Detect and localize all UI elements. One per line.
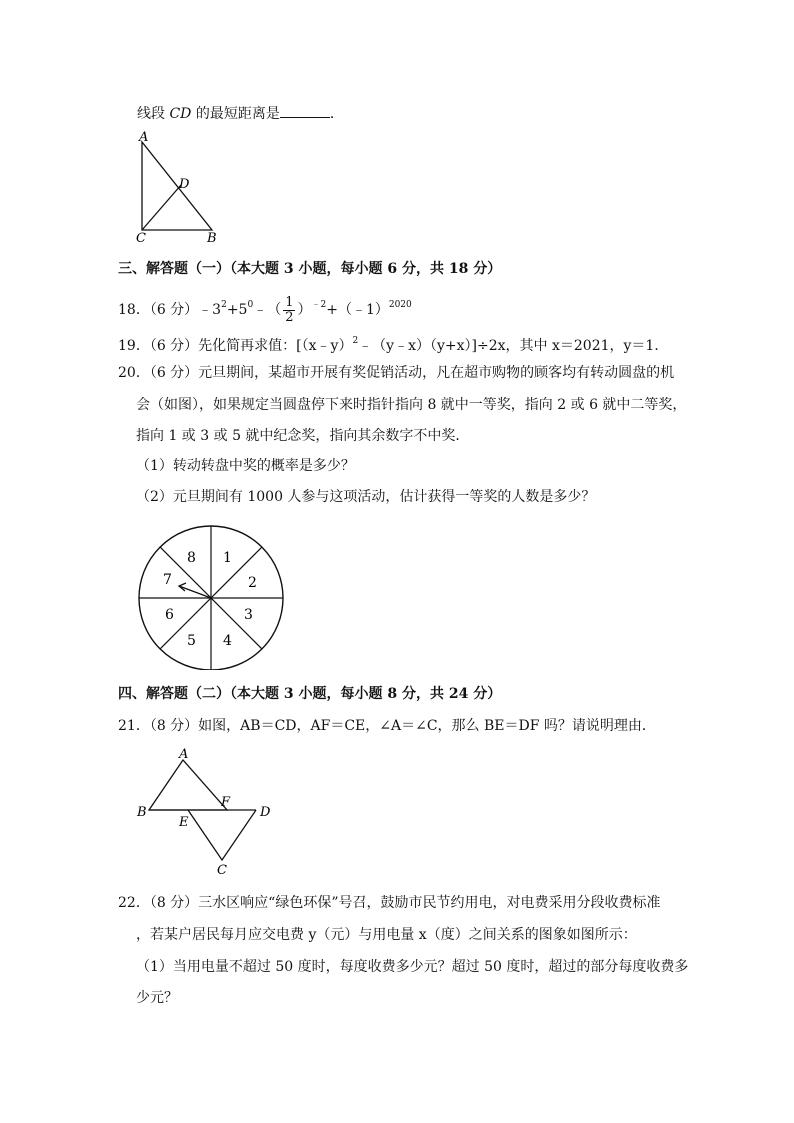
- label-C: C: [136, 231, 146, 246]
- sector-label-1: 1: [223, 550, 232, 566]
- q20-line-3: 指向 1 或 3 或 5 就中纪念奖，指向其余数字不中奖．: [136, 428, 470, 444]
- sector-label-6: 6: [165, 607, 174, 623]
- answer-blank[interactable]: [280, 103, 330, 118]
- sector-label-8: 8: [187, 550, 196, 566]
- figure-21-triangles: [130, 744, 280, 880]
- spinner-figure: [134, 522, 290, 670]
- label-B: B: [137, 805, 147, 820]
- label-F: F: [221, 795, 231, 810]
- sector-label-2: 2: [248, 575, 257, 591]
- q19: 19．（6 分）先化简再求值：[（x﹣y）$^2$﹣（y﹣x）（y+x）]÷2x，其中 x＝2021，y＝1．: [118, 336, 669, 354]
- label-A: A: [139, 130, 149, 145]
- q20-line-1: 20．（6 分）元旦期间，某超市开展有奖促销活动，凡在超市购物的顾客均有转动圆盘的机: [118, 365, 675, 381]
- q18: 18．（6 分）$﹣3^2+5^0﹣$（ $\frac{1}{2}$ ）$^{﹣2}$+（﹣1）$^{2020}$: [118, 294, 412, 325]
- q17-tail: 线段 CD 的最短距离是 ．: [137, 103, 344, 124]
- section-3-heading: 三、解答题（一）（本大题 3 小题，每小题 6 分，共 18 分）: [118, 261, 502, 277]
- label-D: D: [179, 177, 190, 192]
- label-A: A: [179, 747, 189, 762]
- sector-label-7: 7: [163, 572, 172, 588]
- q21: 21．（8 分）如图，AB＝CD，AF＝CE，∠A＝∠C，那么 BE＝DF 吗？请说明理由．: [118, 718, 656, 734]
- q20-line-2: 会（如图），如果规定当圆盘停下来时指针指向 8 就中一等奖，指向 2 或 6 就中二等奖，: [136, 397, 687, 413]
- q22-sub-1b: 少元？: [136, 990, 178, 1006]
- triangle-cde: [188, 810, 256, 860]
- triangle-acb: [142, 142, 212, 230]
- q22-sub-1a: （1）当用电量不超过 50 度时，每度收费多少元？超过 50 度时，超过的部分每度收费多: [136, 959, 689, 975]
- sector-label-3: 3: [244, 607, 253, 623]
- spinner-pointer[interactable]: [179, 583, 211, 598]
- triangle-abf: [149, 760, 227, 810]
- q22-line-2: ，若某户居民每月应交电费 y（元）与用电量 x（度）之间关系的图象如图所示：: [136, 927, 637, 943]
- label-C: C: [217, 863, 227, 878]
- segment-cd: [142, 185, 181, 230]
- sector-label-4: 4: [223, 633, 232, 649]
- sector-label-5: 5: [187, 633, 196, 649]
- label-B: B: [207, 231, 217, 246]
- label-D: D: [260, 805, 271, 820]
- fraction-one-half: $\frac{1}{2}$: [285, 294, 294, 325]
- q22-line-1: 22．（8 分）三水区响应“绿色环保”号召，鼓励市民节约用电，对电费采用分段收费标准: [118, 895, 661, 911]
- figure-17-triangle: [128, 128, 228, 246]
- label-E: E: [179, 815, 189, 830]
- q20-sub-2: （2）元旦期间有 1000 人参与这项活动，估计获得一等奖的人数是多少？: [136, 489, 596, 505]
- section-4-heading: 四、解答题（二）（本大题 3 小题，每小题 8 分，共 24 分）: [118, 686, 502, 702]
- q20-sub-1: （1）转动转盘中奖的概率是多少？: [136, 458, 355, 474]
